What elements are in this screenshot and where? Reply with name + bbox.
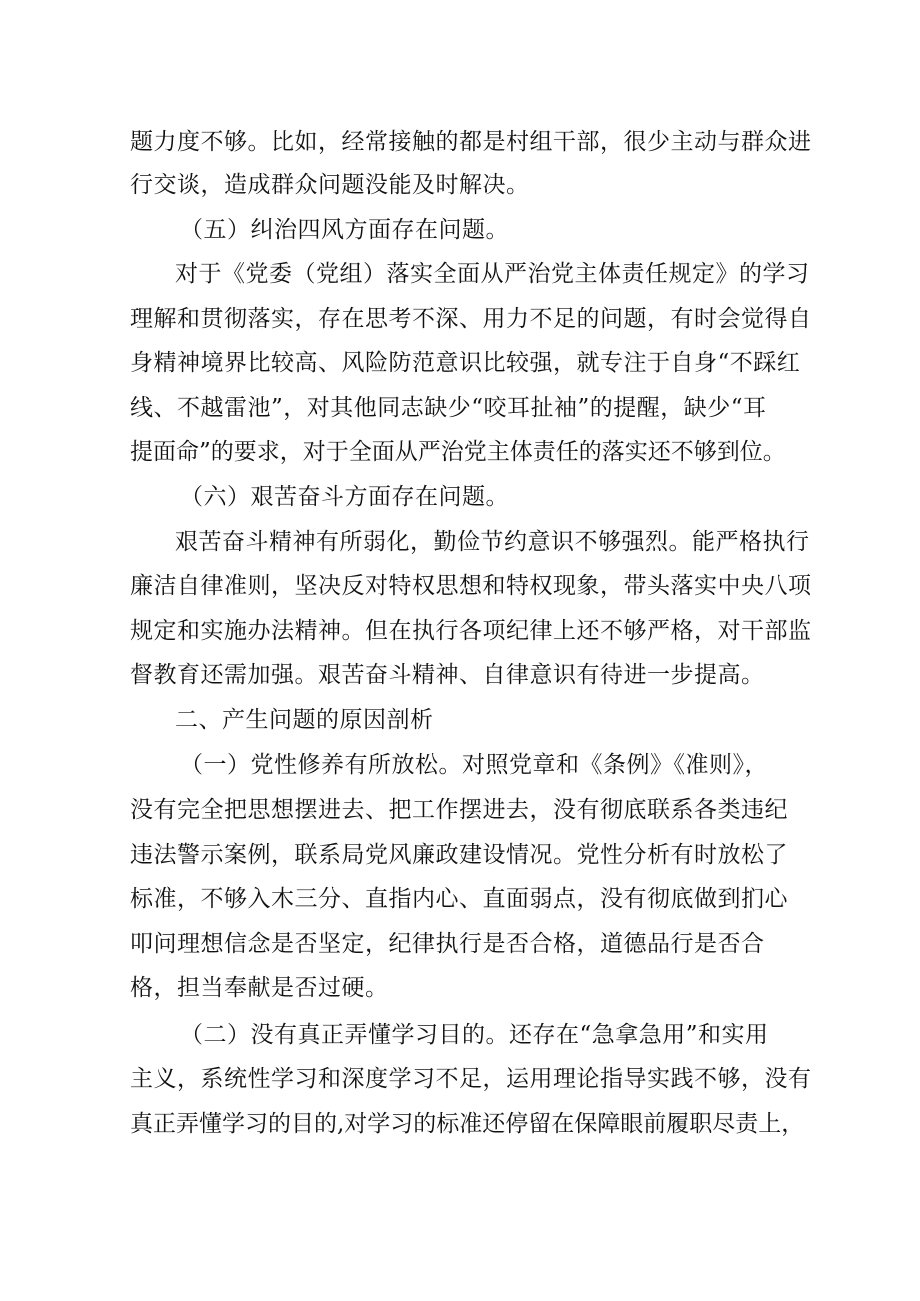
body-text-line: （一）党性修养有所放松。对照党章和《条例》《准则》，: [180, 752, 768, 778]
body-text-line: 主义，系统性学习和深度学习不足，运用理论指导实践不够，没有: [130, 1066, 812, 1092]
body-text-line: （二）没有真正弄懂学习目的。还存在“急拿急用”和实用: [180, 1022, 769, 1048]
body-text-line: 没有完全把思想摆进去、把工作摆进去，没有彻底联系各类违纪: [130, 797, 788, 823]
body-text-line: 对于《党委（党组）落实全面从严治党主体责任规定》的学习: [175, 261, 810, 287]
section-heading: （六）艰苦奋斗方面存在问题。: [180, 484, 509, 510]
body-text-line: 行交谈，造成群众问题没能及时解决。: [130, 172, 530, 198]
body-text-line: 廉洁自律准则，坚决反对特权思想和特权现象，带头落实中央八项: [130, 573, 812, 599]
body-text-line: 艰苦奋斗精神有所弱化，勤俭节约意识不够强烈。能严格执行: [175, 529, 810, 555]
body-text-line: 真正弄懂学习的目的,对学习的标准还停留在保障眼前履职尽责上，: [130, 1111, 805, 1137]
body-text-line: 提面命”的要求，对于全面从严治党主体责任的落实还不够到位。: [130, 439, 786, 465]
body-text-line: 理解和贯彻落实，存在思考不深、用力不足的问题，有时会觉得自: [130, 306, 812, 332]
body-text-line: 督教育还需加强。艰苦奋斗精神、自律意识有待进一步提高。: [130, 662, 765, 688]
body-text-line: 标准，不够入木三分、直指内心、直面弱点，没有彻底做到扪心: [130, 886, 788, 912]
body-text-line: 规定和实施办法精神。但在执行各项纪律上还不够严格，对干部监: [130, 618, 812, 644]
body-text-line: 题力度不够。比如，经常接触的都是村组干部，很少主动与群众进: [130, 129, 812, 155]
section-heading: （五）纠治四风方面存在问题。: [180, 217, 509, 243]
body-text-line: 叩问理想信念是否坚定，纪律执行是否合格，道德品行是否合: [130, 931, 765, 957]
chapter-heading: 二、产生问题的原因剖析: [175, 707, 434, 733]
body-text-line: 格，担当奉献是否过硬。: [130, 975, 389, 1001]
body-text-line: 线、不越雷池”，对其他同志缺少“咬耳扯袖”的提醒，缺少“耳: [130, 395, 767, 421]
body-text-line: 违法警示案例，联系局党风廉政建设情况。党性分析有时放松了: [130, 842, 788, 868]
body-text-line: 身精神境界比较高、风险防范意识比较强，就专注于自身“不踩红: [130, 350, 801, 376]
